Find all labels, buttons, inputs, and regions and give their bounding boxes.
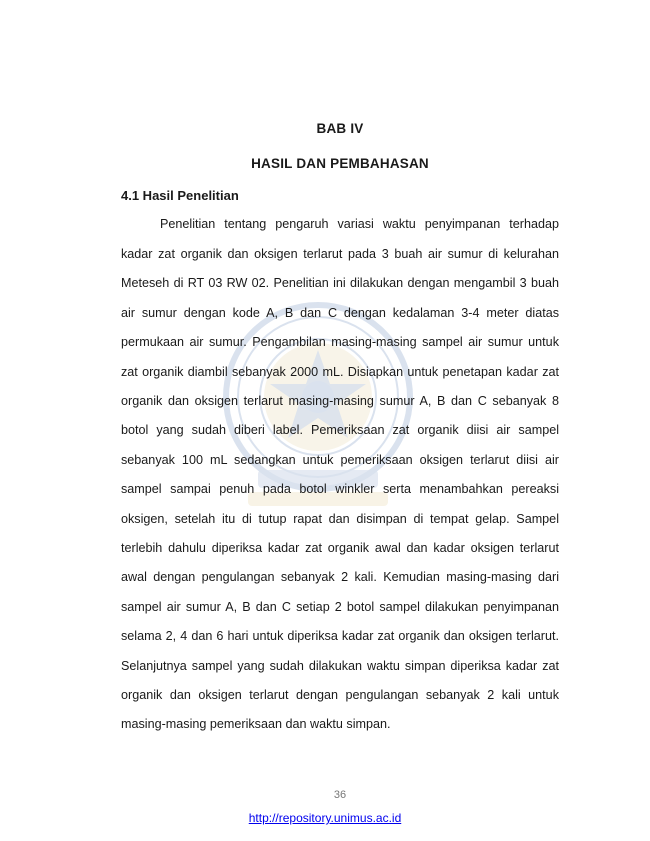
paragraph-line: Meteseh di RT 03 RW 02. Penelitian ini dilakukan dengan mengambil 3 buah: [121, 276, 559, 290]
paragraph-line: sampel air sumur A, B dan C setiap 2 botol sampel dilakukan penyimpanan: [121, 600, 559, 614]
paragraph-line: kadar zat organik dan oksigen terlarut pada 3 buah air sumur di kelurahan: [121, 247, 559, 261]
paragraph-line: botol yang sudah diberi label. Pemeriksaan zat organik diisi air sampel: [121, 423, 559, 437]
paragraph-line: selama 2, 4 dan 6 hari untuk diperiksa kadar zat organik dan oksigen terlarut.: [121, 629, 559, 643]
paragraph-line: sampel sampai penuh pada botol winkler serta menambahkan pereaksi: [121, 482, 559, 496]
paragraph-line: Penelitian tentang pengaruh variasi waktu penyimpanan terhadap: [160, 217, 559, 231]
paragraph-line: air sumur dengan kode A, B dan C dengan kedalaman 3-4 meter diatas: [121, 306, 559, 320]
chapter-title: HASIL DAN PEMBAHASAN: [251, 156, 429, 171]
paragraph-line: zat organik diambil sebanyak 2000 mL. Disiapkan untuk penetapan kadar zat: [121, 365, 559, 379]
paragraph-line: organik dan oksigen terlarut masing-masing sumur A, B dan C sebanyak 8: [121, 394, 559, 408]
paragraph-line: oksigen, setelah itu di tutup rapat dan disimpan di tempat gelap. Sampel: [121, 512, 559, 526]
paragraph-line: awal dengan pengulangan sebanyak 2 kali. Kemudian masing-masing dari: [121, 570, 559, 584]
paragraph-line: sebanyak 100 mL sedangkan untuk pemeriksaan oksigen terlarut diisi air: [121, 453, 559, 467]
paragraph-line: permukaan air sumur. Pengambilan masing-masing sampel air sumur untuk: [121, 335, 559, 349]
paragraph-line: Selanjutnya sampel yang sudah dilakukan waktu simpan diperiksa kadar zat: [121, 659, 559, 673]
section-heading: 4.1 Hasil Penelitian: [121, 188, 239, 203]
paragraph-line: organik dan oksigen terlarut dengan pengulangan sebanyak 2 kali untuk: [121, 688, 559, 702]
page-number: 36: [333, 789, 347, 801]
repository-link[interactable]: http://repository.unimus.ac.id: [248, 811, 402, 825]
chapter-number: BAB IV: [316, 121, 364, 136]
paragraph-line: masing-masing pemeriksaan dan waktu simpan.: [121, 717, 391, 731]
paragraph-line: terlebih dahulu diperiksa kadar zat organik awal dan kadar oksigen terlarut: [121, 541, 559, 555]
